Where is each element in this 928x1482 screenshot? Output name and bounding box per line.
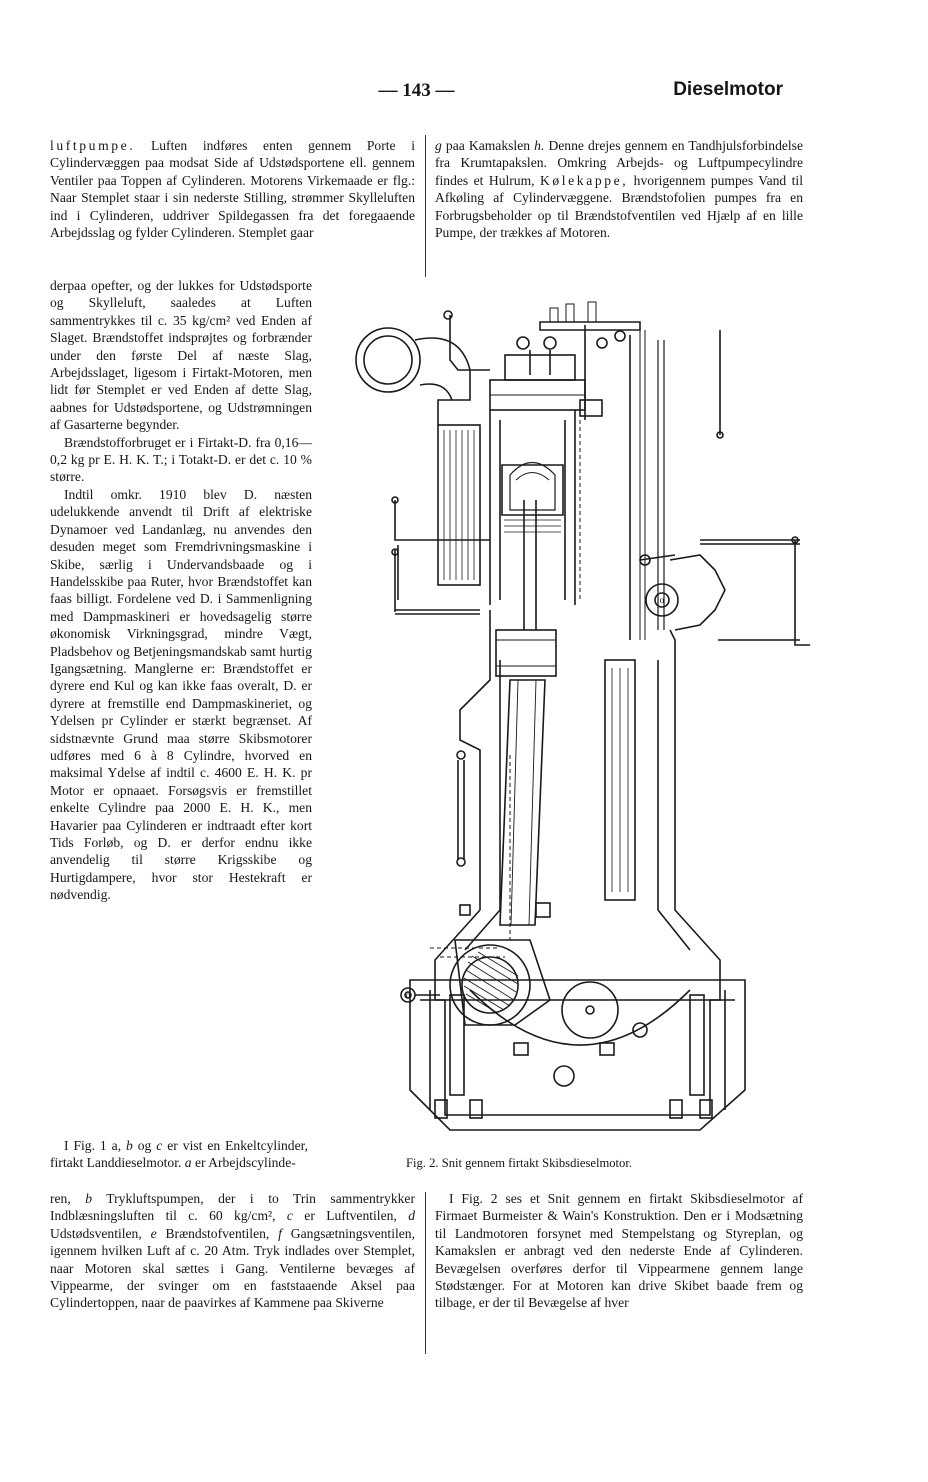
italic-letter: c [156, 1138, 163, 1153]
spaced-term: luftpumpe. [50, 138, 136, 153]
text-run: I Fig. 1 a, [64, 1138, 127, 1153]
left-column-bottom [50, 1190, 415, 1312]
right-column-bottom [435, 1190, 803, 1312]
figure-mark-b: o [659, 595, 665, 605]
italic-letter: h. [534, 138, 545, 153]
italic-letter: g [435, 138, 442, 153]
paragraph: I Fig. 2 ses et Snit gennem en firtakt Skibsdieselmotor af Firmaet Burmeister & Wain's Konstruktion. Den er i Modsætning til Landmotoren forsynet med Stempelstang og Styreplan, og Kamakslen er anbragt ved den nederste Ende af Cylinderen. Bevægelsen overføres derfor til Vippearmene gennem lange Stødstænger. For at Motoren kan drive Skibet baade frem og tilbage, er der til Bevægelse af hver [435, 1191, 803, 1311]
italic-letter: f [278, 1225, 282, 1241]
text-run: Brændstofventilen, [156, 1225, 279, 1241]
paragraph: Brændstofforbruget er i Firtakt-D. fra 0,16—0,2 kg pr E. H. K. T.; i Totakt-D. er det c. 10 % større. [50, 434, 312, 485]
column-divider-top [425, 135, 426, 277]
figure-mark-a: o [405, 990, 411, 1000]
engine-section-figure [340, 300, 810, 1140]
italic-letter: c [286, 1208, 293, 1224]
engine-section-drawing [340, 300, 810, 1140]
figure-caption: Fig. 2. Snit gennem firtakt Skibsdieselmotor. [406, 1156, 632, 1170]
italic-letter: a [184, 1155, 192, 1171]
text-run: Gangsætningsventilen, igennem hvilken Luft af c. 20 Atm. Tryk indlades over Stemplet, naar Motoren skal sættes i Gang. Ventilerne bevæges af Vippearme, der svinger om en faststaaende Aksel paa Cylindertoppen, naar de paavirkes af Kammene paa Skiverne [50, 1225, 415, 1311]
text-run: er Luftventilen, [292, 1208, 409, 1224]
page-header [50, 80, 783, 106]
spaced-term: Kølekappe, [539, 172, 629, 188]
text-run: og [132, 1138, 157, 1153]
text-run: Trykluftspumpen, der i to Trin sammentrykker Indblæsningsluften til c. 60 kg/cm², [50, 1191, 415, 1224]
left-column-top [50, 137, 415, 241]
text-run: Udstødsventilen, [50, 1225, 151, 1241]
text-run: er Arbejdscylinde- [191, 1155, 296, 1171]
italic-letter: e [150, 1225, 157, 1241]
text-run: Denne drejes gennem en Tandhjulsforbindelse fra Krumtapakslen. Omkring Arbejds- og Luftpumpecylindre findes et Hulrum, [435, 138, 803, 188]
page-number: — 143 — [378, 80, 455, 101]
italic-letter: b [85, 1191, 93, 1206]
italic-letter: b [126, 1138, 133, 1153]
text-run: Luften indføres enten gennem Porte i Cylindervæggen paa modsat Side af Udstødsportene ell. gennem Ventiler paa Toppen af Cylinderen. Motorens Virkemaade er flg.: Naar Stemplet staar i sin nederste Stilling, strømmer Skylleluften ind i Cylinderen, uddriver Spildegassen fra det foregaaende Arbejdsslag og fylder Cylinderen. Stemplet gaar [50, 138, 415, 241]
text-run: er vist en Enkeltcylinder, firtakt Landdieselmotor. [50, 1138, 308, 1171]
running-head: Dieselmotor [673, 79, 783, 100]
right-column-top [435, 137, 803, 241]
left-column-narrower [50, 1137, 308, 1172]
paragraph: Indtil omkr. 1910 blev D. næsten udelukkende anvendt til Drift af elektriske Dynamoer ved Landanlæg, nu anvendes den desuden meget som Fremdrivningsmaskine i Skibe, særlig i Undervandsbaade og i Handelsskibe paa Ruter, hvor Brændstoffet kan faas billigt. Fordelene ved D. i Sammenligning med Dampmaskineri er hovedsagelig større økonomisk Virkningsgrad, mindre Vægt, Pladsbehov og Betjeningsmandskab samt hurtig Igangsætning. Manglerne er: Brændstoffet er dyrere end Kul og kan ikke faas overalt, D. er dyrere at fremstille end Dampmaskineriet, og Ydelsen pr Cylinder er stærkt begrænset. Af sidstnævnte Grund maa større Skibsmotorer udføres med 6 à 8 Cylindre, hvorved en maksimal Ydelse af indtil c. 4600 E. H. K. pr Motor er opnaaet. Forsøgsvis er fremstillet enkelte Cylindre paa 2000 E. H. K., men Havarier paa Cylinderen er indtraadt efter kort Tids Forløb, og D. er derfor endnu ikke anvendelig til større Krigsskibe og Hurtigdampere, hvor stor Hestekraft er nødvendig. [50, 486, 312, 903]
text-run: paa Kamakslen [441, 138, 535, 153]
text-run: ren, [50, 1191, 86, 1206]
left-column-narrow [50, 277, 312, 904]
column-divider-bottom [425, 1192, 426, 1354]
italic-letter: d [408, 1208, 415, 1224]
text-run: hvorigennem pumpes Vand til Afkøling af Cylindervæggene. Brændstofolien pumpes fra en Forbrugsbeholder op til Brændstofventilen ved Hjælp af en lille Pumpe, der trækkes af Motoren. [435, 172, 803, 241]
paragraph: derpaa opefter, og der lukkes for Udstødsporte og Skylleluft, saaledes at Luften sammentrykkes til c. 35 kg/cm² ved Enden af Slaget. Brændstoffet indsprøjtes og forbrænder under den første Del af næste Slag, Arbejdsslaget, ligesom i Firtakt-Motoren, men lidt før Stemplet er ved Enden af dette Slag, aabnes for Udstødsportene, og Udstrømningen af Gasarterne begynder. [50, 278, 312, 433]
